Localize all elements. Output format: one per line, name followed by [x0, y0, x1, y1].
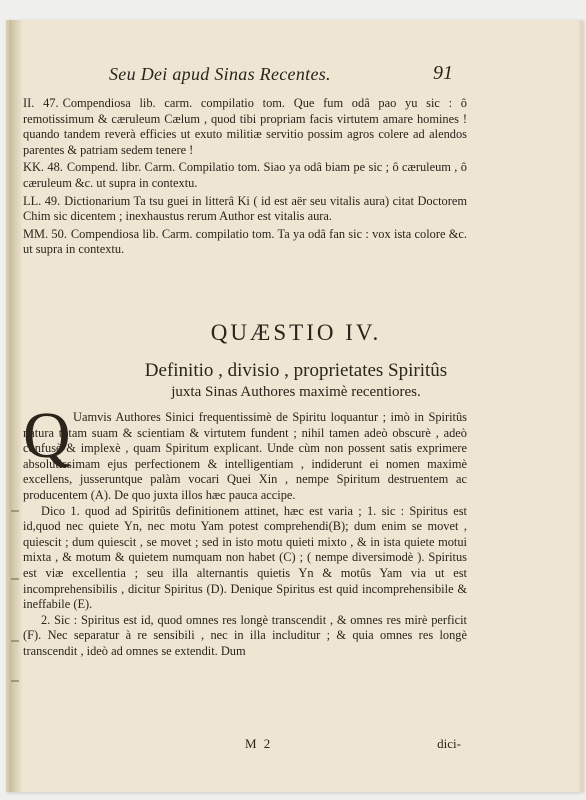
page-binding-shadow [9, 20, 23, 792]
page-footer [9, 736, 583, 756]
page-edge-shadow [577, 20, 583, 792]
drop-cap: Q [23, 399, 71, 472]
footnote-label: MM. 50. [23, 226, 67, 241]
footnote-label: II. 47. [23, 96, 59, 110]
body-paragraph: Uamvis Authores Sinici frequentissimè de Spiritu loquantur ; imò in Spiritûs natura totam suam & scientiam & virtutem fundent ; nihil tamen adeò obscurè , adeò confusè & implexè , quam Spiritum explicant. Unde cùm non possent satis exprimere absolutissimam ejus perfectionem & intelligentiam , indiderunt ei nomen maximè excellens, jusseruntque palàm vocari Quei Xin , nempe Spiritum destruentem ac producentem (A). De quo juxta illos hæc pauca accipe. [23, 410, 467, 502]
footnote-label: KK. 48. [23, 160, 63, 175]
margin-mark [11, 578, 19, 580]
section-subheading-line2: juxta Sinas Authores maximè recentiores. [171, 384, 421, 400]
body-paragraph: 2. Sic : Spiritus est id, quod omnes res longè transcendit , & omnes res mirè perficit (F). Nec separatur à re sensibili , nec in illa includitur ; & quia omnes res longè transcendit , ideò ad omnes se extendit. Dum [23, 612, 467, 658]
footnote-text: Compend. libr. Carm. Compilatio tom. Siao ya odâ biam pe sic ; ô cæruleum , ô cæruleum &c. ut supra in contextu. [23, 160, 467, 190]
signature-mark: M 2 [245, 736, 273, 751]
footnote-entry [23, 194, 467, 225]
footnote-label: LL. 49. [23, 193, 61, 208]
footnote-text: Dictionarium Ta tsu guei in litterâ Ki ( id est aër seu vitalis aura) citat Doctorem Chim sic dicentem ; inexhaustus rerum Author est vitalis aura. [23, 193, 467, 224]
book-page [6, 20, 583, 792]
margin-mark [11, 680, 19, 682]
running-head [9, 64, 583, 88]
footnote-entry [23, 96, 467, 158]
catchword: dici- [437, 736, 461, 751]
section-subheading: Definitio , divisio , proprietates Spiritûs [144, 360, 448, 381]
footnote-entry [23, 227, 467, 258]
question-heading: QUÆSTIO IV. [210, 320, 382, 345]
margin-mark [11, 510, 19, 512]
body-paragraph: Dico 1. quod ad Spiritûs definitionem attinet, hæc est varia ; 1. sic : Spiritus est id,quod nec quiete Yn, nec motu Yam potest comprehendi(B); dum enim se movet , quiescit ; dum quiescit , se movet ; sed in isto motu quieti mixto , & in ista quiete motui mixta , & motum & quietem numquam non habet (C) ; ( nempe diversimodè ). Spiritus est viæ excellentia ; seu illa alternantis quietis Yn & motûs Yam via ut est incomprehensibilis , dicitur Spiritus (D). Denique Spiritus est quid incomprehensibile & ineffabile (E). [23, 503, 467, 612]
footnote-text: Compendiosa lib. carm. compilatio tom. Que fum odâ pao yu sic : ô remotissimum & cæruleum Cælum , quod tibi propriam facis virtutem amare homines ! quando tandem reverà efficies ut exuto militiæ servitio possim agros colere ad alendos parentes & patriam sedem tenere ! [23, 96, 468, 157]
footnote-text: Compendiosa lib. Carm. compilatio tom. Ta ya odâ fan sic : vox ista colore &c. ut supra in contextu. [23, 226, 467, 257]
running-head-title: Seu Dei apud Sinas Recentes. [109, 64, 331, 84]
page-number: 91 [433, 62, 453, 84]
body-text [23, 410, 467, 660]
footnote-entry [23, 160, 467, 191]
footnote-entries [23, 96, 467, 260]
margin-mark [11, 640, 19, 642]
